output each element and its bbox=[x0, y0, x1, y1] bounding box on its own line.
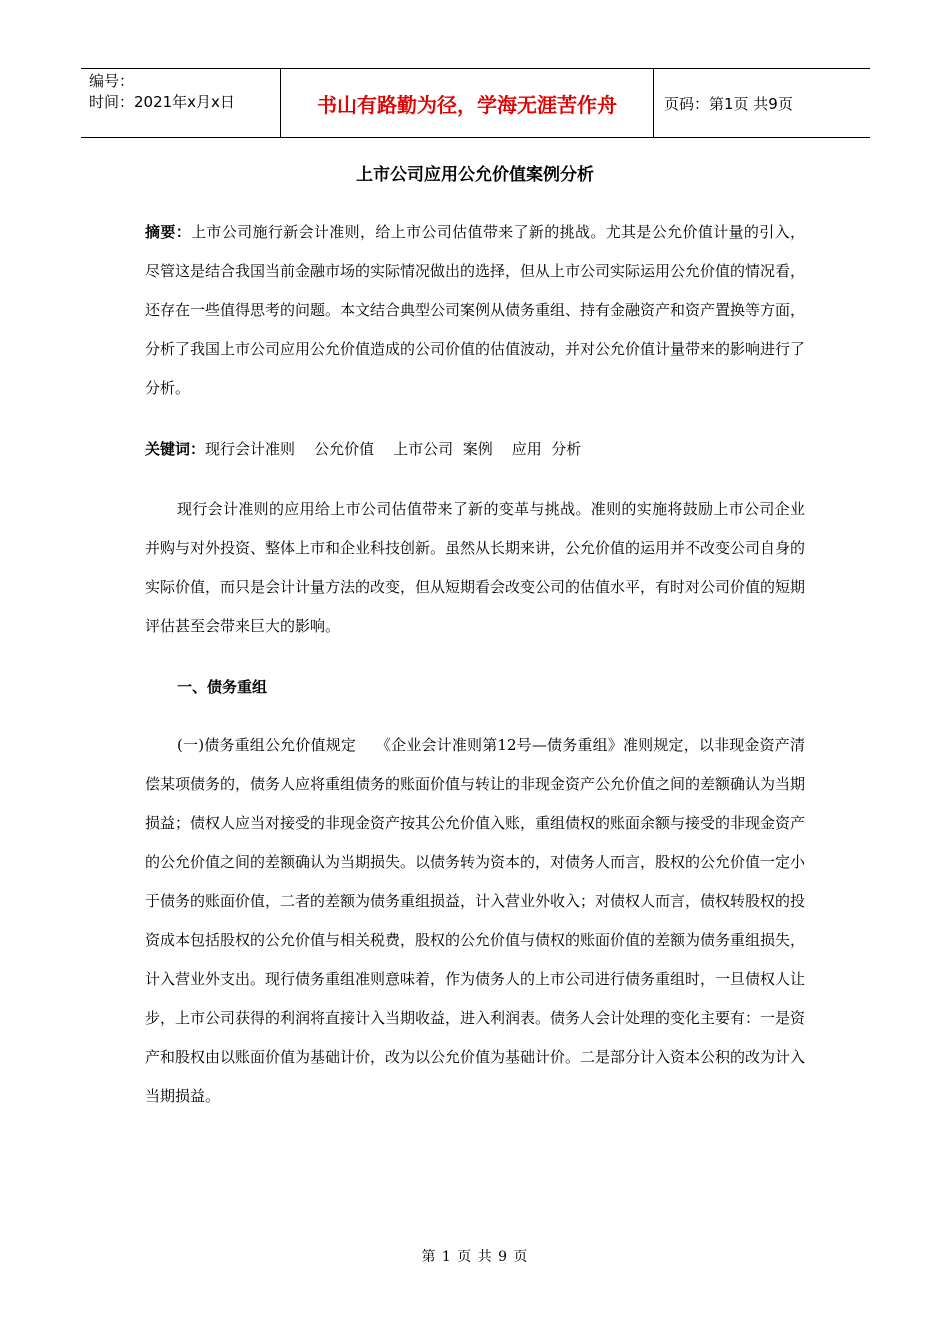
keywords-label: 关键词： bbox=[145, 440, 206, 458]
keywords-text: 现行会计准则 公允价值 上市公司 案例 应用 分析 bbox=[205, 440, 582, 458]
motto: 书山有路勤为径，学海无涯苦作舟 bbox=[281, 69, 654, 137]
header-meta-cell bbox=[81, 69, 281, 137]
document-title: 上市公司应用公允价值案例分析 bbox=[356, 165, 594, 185]
time-label: 时间：2021年x月x日 bbox=[89, 93, 235, 111]
abstract-paragraph bbox=[145, 213, 805, 408]
section-paragraph: (一)债务重组公允价值规定 《企业会计准则第12号—债务重组》准则规定，以非现金资产清偿某项债务的，债务人应将重组债务的账面价值与转让的非现金资产公允价值之间的差额确认为当期损益；债权人应当对接受的非现金资产按其公允价值入账，重组债权的账面余额与接受的非现金资产的公允价值之间的差额确认为当期损失。以债务转为资本的，对债务人而言，股权的公允价值一定小于债务的账面价值，二者的差额为债务重组损益，计入营业外收入；对债权人而言，债权转股权的投资成本包括股权的公允价值与相关税费，股权的公允价值与债权的账面价值的差额为债务重组损失，计入营业外支出。现行债务重组准则意味着，作为债务人的上市公司进行债务重组时，一旦债权人让步，上市公司获得的利润将直接计入当期收益，进入利润表。债务人会计处理的变化主要有：一是资产和股权由以账面价值为基础计价，改为以公允价值为基础计价。二是部分计入资本公积的改为计入当期损益。 bbox=[145, 736, 806, 1105]
page-footer: 第 1 页 共 9 页 bbox=[421, 1249, 529, 1265]
header-table bbox=[81, 68, 870, 138]
abstract-label: 摘要： bbox=[145, 223, 192, 241]
keywords-paragraph bbox=[145, 430, 805, 469]
abstract-text: 上市公司施行新会计准则，给上市公司估值带来了新的挑战。尤其是公允价值计量的引入，尽管这是结合我国当前金融市场的实际情况做出的选择，但从上市公司实际运用公允价值的情况看，还存在一些值得思考的问题。本文结合典型公司案例从债务重组、持有金融资产和资产置换等方面，分析了我国上市公司应用公允价值造成的公司价值的估值波动，并对公允价值计量带来的影响进行了分析。 bbox=[145, 223, 806, 397]
serial-label: 编号： bbox=[89, 72, 135, 90]
page-info: 页码：第1页 共9页 bbox=[664, 94, 793, 113]
intro-paragraph: 现行会计准则的应用给上市公司估值带来了新的变革与挑战。准则的实施将鼓励上市公司企业并购与对外投资、整体上市和企业科技创新。虽然从长期来讲，公允价值的运用并不改变公司自身的实际价值，而只是会计计量方法的改变，但从短期看会改变公司的估值水平，有时对公司价值的短期评估甚至会带来巨大的影响。 bbox=[145, 500, 806, 635]
section-heading: 一、债务重组 bbox=[177, 678, 268, 696]
